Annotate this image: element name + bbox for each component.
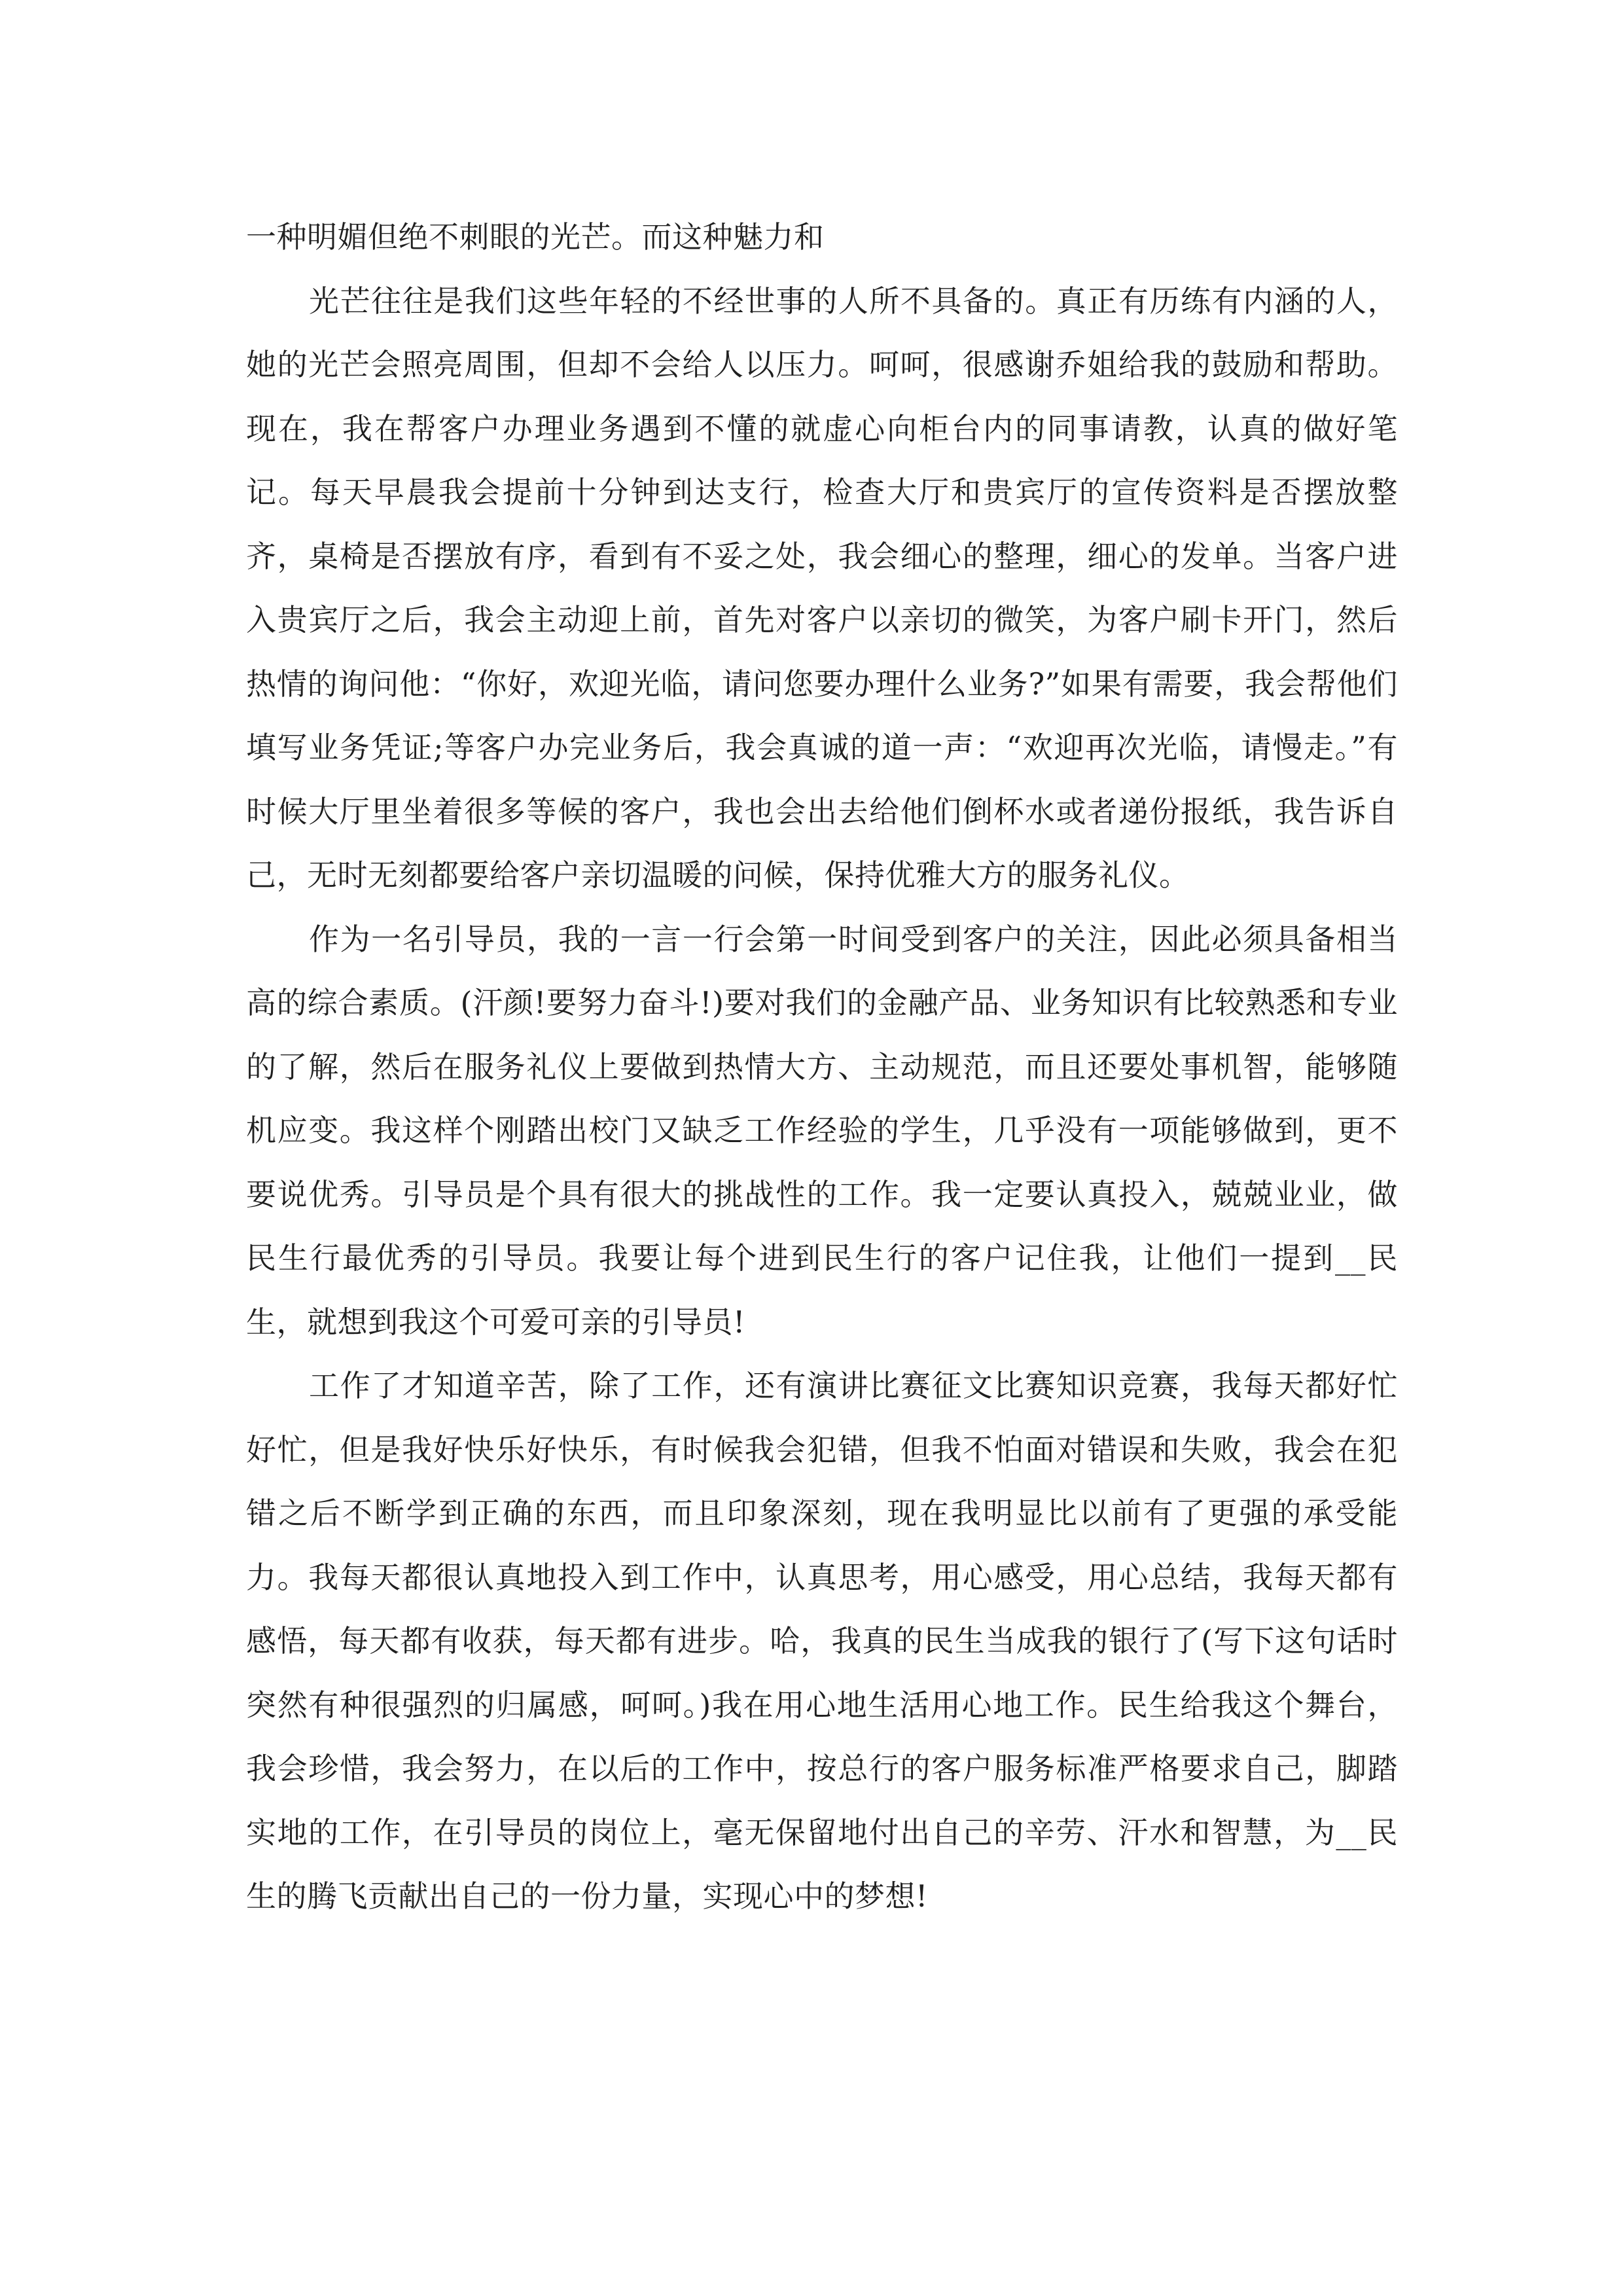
paragraph: 光芒往往是我们这些年轻的不经世事的人所不具备的。真正有历练有内涵的人，她的光芒会照亮周围，但却不会给人以压力。呵呵，很感谢乔姐给我的鼓励和帮助。现在，我在帮客户办理业务遇到不懂的就虚心向柜台内的同事请教，认真的做好笔记。每天早晨我会提前十分钟到达支行，检查大厅和贵宾厅的宣传资料是否摆放整齐，桌椅是否摆放有序，看到有不妥之处，我会细心的整理，细心的发单。当客户进入贵宾厅之后，我会主动迎上前，首先对客户以亲切的微笑，为客户刷卡开门，然后热情的询问他：“你好，欢迎光临，请问您要办理什么业务?”如果有需要，我会帮他们填写业务凭证;等客户办完业务后，我会真诚的道一声：“欢迎再次光临，请慢走。”有时候大厅里坐着很多等候的客户，我也会出去给他们倒杯水或者递份报纸，我告诉自己，无时无刻都要给客户亲切温暖的问候，保持优雅大方的服务礼仪。 <box>246 283 1398 893</box>
document-body <box>246 206 1398 1929</box>
paragraph: 作为一名引导员，我的一言一行会第一时间受到客户的关注，因此必须具备相当高的综合素质。(汗颜!要努力奋斗!)要对我们的金融产品、业务知识有比较熟悉和专业的了解，然后在服务礼仪上要做到热情大方、主动规范，而且还要处事机智，能够随机应变。我这样个刚踏出校门又缺乏工作经验的学生，几乎没有一项能够做到，更不要说优秀。引导员是个具有很大的挑战性的工作。我一定要认真投入，兢兢业业，做民生行最优秀的引导员。我要让每个进到民生行的客户记住我，让他们一提到__民生，就想到我这个可爱可亲的引导员! <box>246 921 1398 1340</box>
paragraph: 工作了才知道辛苦，除了工作，还有演讲比赛征文比赛知识竞赛，我每天都好忙好忙，但是我好快乐好快乐，有时候我会犯错，但我不怕面对错误和失败，我会在犯错之后不断学到正确的东西，而且印象深刻，现在我明显比以前有了更强的承受能力。我每天都很认真地投入到工作中，认真思考，用心感受，用心总结，我每天都有感悟，每天都有收获，每天都有进步。哈，我真的民生当成我的银行了(写下这句话时突然有种很强烈的归属感，呵呵。)我在用心地生活用心地工作。民生给我这个舞台，我会珍惜，我会努力，在以后的工作中，按总行的客户服务标准严格要求自己，脚踏实地的工作，在引导员的岗位上，毫无保留地付出自己的辛劳、汗水和智慧，为__民生的腾飞贡献出自己的一份力量，实现心中的梦想! <box>246 1368 1398 1914</box>
paragraph-continuation: 一种明媚但绝不刺眼的光芒。而这种魅力和 <box>246 219 825 255</box>
